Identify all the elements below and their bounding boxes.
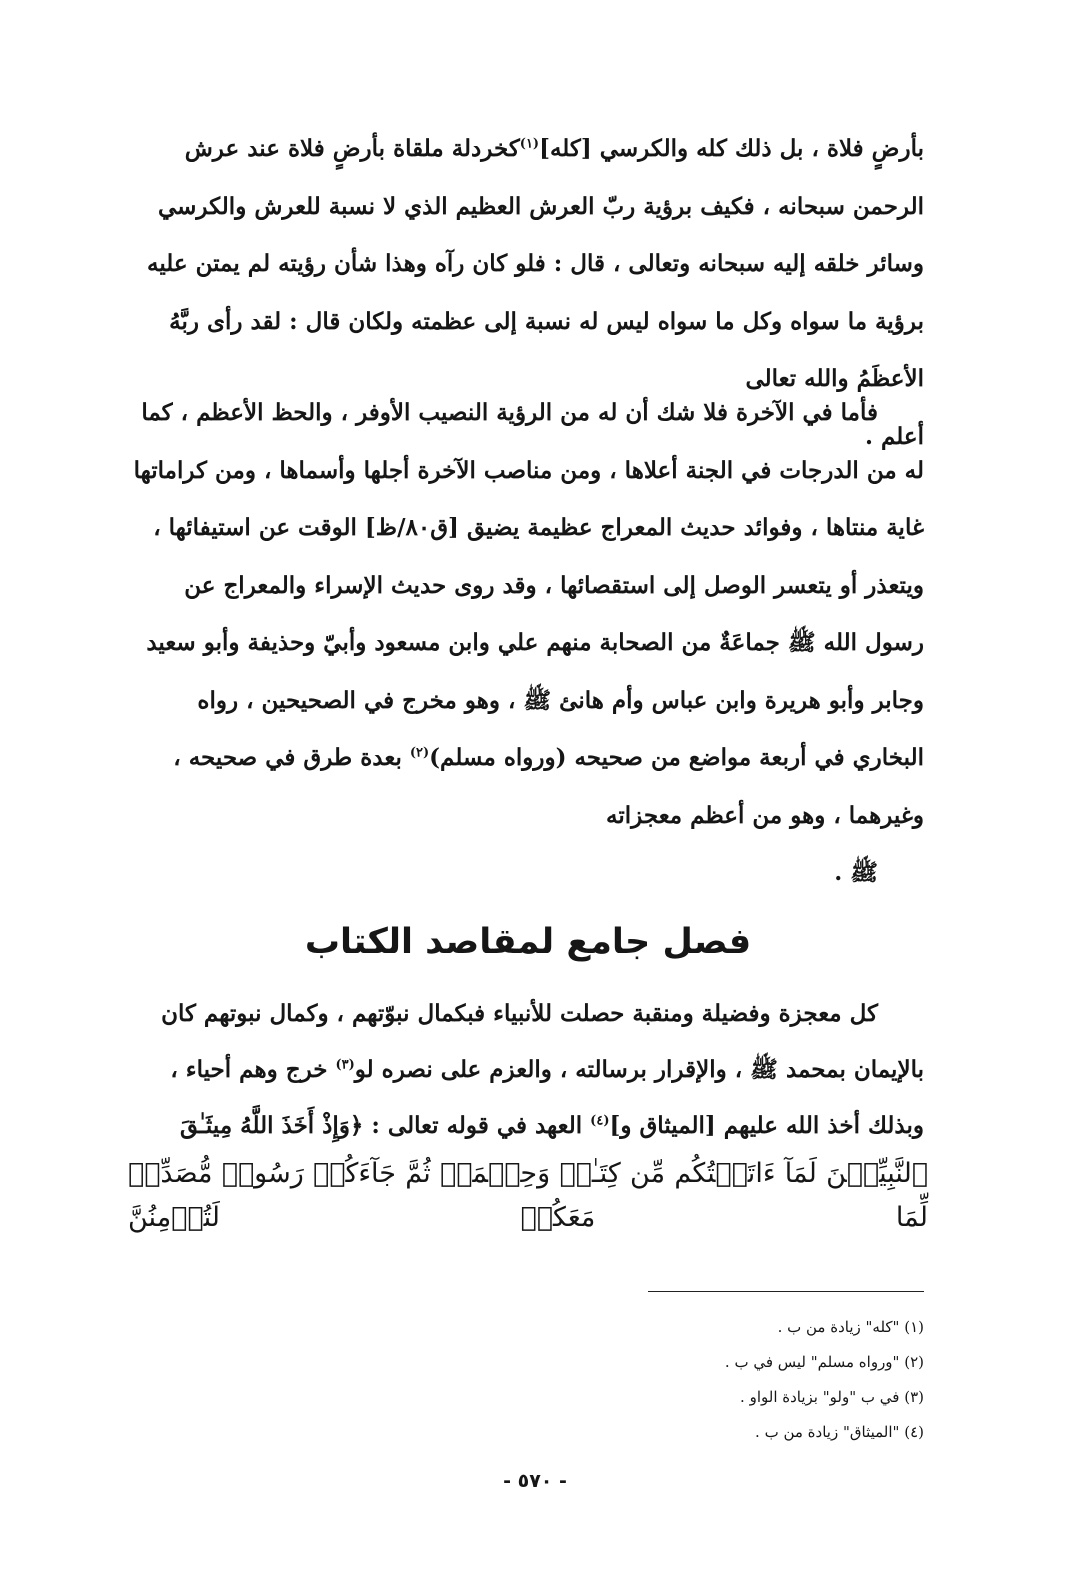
paragraph-2	[132, 384, 924, 902]
footnote-2: (٢) "ورواه مسلم" ليس في ب .	[724, 1353, 924, 1371]
footnote-ref-1: (١)	[519, 136, 540, 152]
p1-line-5: أعلم .	[864, 422, 924, 450]
paragraph-3	[132, 986, 924, 1154]
footnotes-list	[620, 1310, 924, 1450]
footnote-1: (١) "كله" زيادة من ب .	[777, 1318, 924, 1336]
footnote-ref-2: (٢)	[409, 745, 430, 761]
footnote-ref-4: (٤)	[590, 1113, 610, 1129]
p1-line-3: خلقه إليه سبحانه وتعالى ، قال : فلو كان رآه وهذا شأن رؤيته لم يمتن عليه برؤية ما	[146, 250, 924, 335]
footnote-divider	[648, 1291, 924, 1292]
quran-verse-line: ٱلنَّبِيِّـۧنَ لَمَآ ءَاتَيۡتُكُم مِّن كِتَـٰبٖ وَحِكۡمَةٖ ثُمَّ جَآءَكُمۡ رَسُولٞ مُّصَدِّقٞ لِّمَا مَعَكُمۡ لَتُؤۡمِنُنَّ	[128, 1158, 928, 1233]
page-number: - ٥٧٠ -	[503, 1470, 567, 1492]
p3-text-b: خرج وهم أحياء ، وبذلك أخذ الله عليهم [الميثاق و]	[170, 1056, 924, 1139]
p3-text-a: كل معجزة وفضيلة ومنقبة حصلت للأنبياء فبكمال نبوّتهم ، وكمال نبوتهم كان بالإيمان بمحمد ﷺ ، والإقرار برسالته ، والعزم على نصره لو	[161, 1000, 924, 1083]
p1-line-2: الرحمن سبحانه ، فكيف برؤية ربّ العرش العظيم الذي لا نسبة للعرش والكرسي وسائر	[157, 192, 924, 277]
p2-ending: ﷺ .	[834, 859, 878, 886]
p2-text-a: فأما في الآخرة فلا شك أن له من الرؤية النصيب الأوفر ، والحظ الأعظم ، كما له من الدرجات في الجنة أعلاها ، ومن مناصب الآخرة أجلها وأسماها ، ومن كراماتها غاية منتاها ، وفوائد حديث المعراج عظيمة يضيق [ق٨٠/ظ] الوقت عن استيفائها ، ويتعذر أو يتعسر الوصل إلى استقصائها ، وقد روى حديث الإسراء والمعراج عن رسول الله ﷺ جماعَةٌ من الصحابة منهم علي وابن مسعود وأبيّ وحذيفة وأبو سعيد وجابر وأبو هريرة وابن عباس وأم هانئ ﷺ ، وهو مخرج في الصحيحين ، رواه البخاري في أربعة مواضع من صحيحه (ورواه مسلم)	[133, 399, 924, 771]
p1-line-1a: بأرضٍ فلاة ، بل ذلك كله والكرسي [كله]	[539, 135, 924, 162]
section-heading: فصل جامع لمقاصد الكتاب	[304, 922, 752, 962]
p1-line-1b: كخردلة ملقاة بأرضٍ فلاة عند عرش	[184, 135, 520, 162]
footnote-ref-3: (٣)	[335, 1057, 355, 1073]
p3-text-c: العهد في قوله تعالى : ﴿وَإِذْ أَخَذَ اللَّهُ مِيثَـٰقَ	[180, 1112, 591, 1139]
p1-line-4: سواه وكل ما سواه ليس له نسبة إلى عظمته ولكان قال : لقد رأى ربَّهُ الأعظَمُ والله تعالى	[169, 307, 924, 392]
footnote-3: (٣) في ب "ولو" بزيادة الواو .	[740, 1388, 924, 1406]
p2-text-b: بعدة طرق في صحيحه ، وغيرهما ، وهو من أعظم معجزاته	[173, 744, 924, 829]
footnote-4: (٤) "الميثاق" زيادة من ب .	[755, 1423, 924, 1441]
